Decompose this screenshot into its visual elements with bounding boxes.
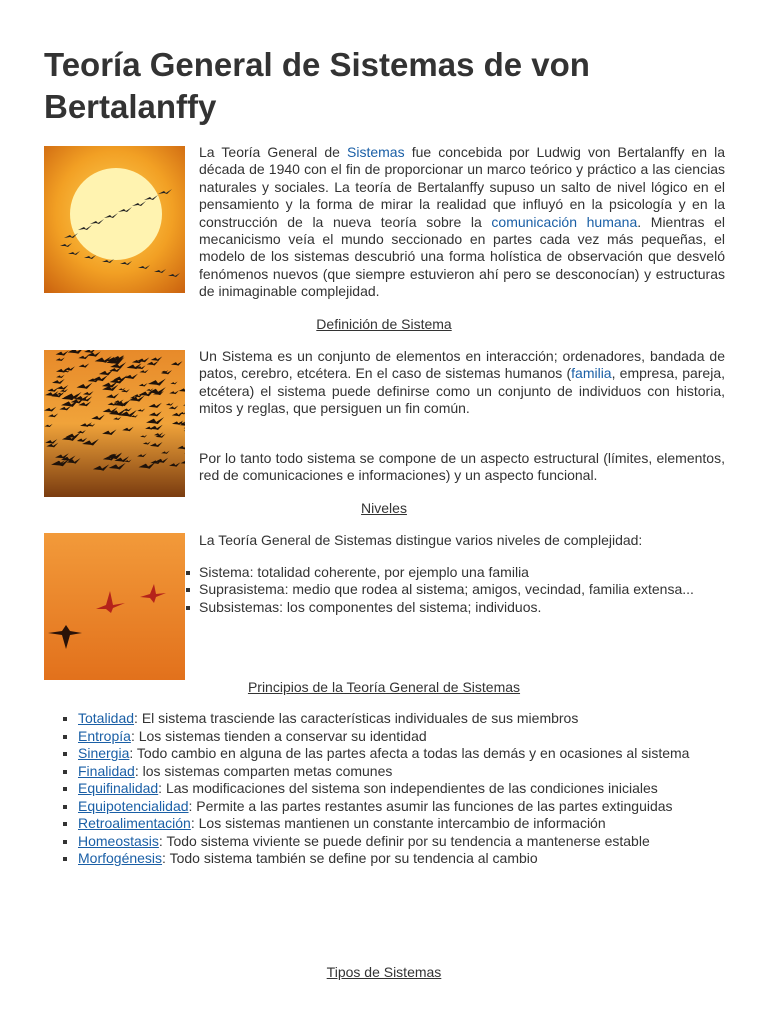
three-birds-image (44, 533, 185, 680)
tipos-heading: Tipos de Sistemas (326, 964, 442, 980)
list-item: Subsistemas: los componentes del sistema; individuos. (199, 599, 725, 616)
comunicacion-humana-link[interactable]: comunicación humana (491, 213, 638, 230)
list-item: Sinergia: Todo cambio en alguna de las partes afecta a todas las demás y en ocasiones al sistema (78, 745, 738, 763)
page-title: Teoría General de Sistemas de von Bertalanffy (44, 46, 590, 125)
bird-flock-illustration (44, 350, 185, 497)
morfogenesis-link[interactable]: Morfogénesis (78, 850, 163, 866)
list-item: Equifinalidad: Las modificaciones del sistema son independientes de las condiciones iniciales (78, 780, 738, 798)
list-item: Retroalimentación: Los sistemas mantienen un constante intercambio de información (78, 815, 738, 833)
list-item: Totalidad: El sistema trasciende las características individuales de sus miembros (78, 710, 738, 728)
list-item: Finalidad: los sistemas comparten metas comunes (78, 763, 738, 781)
sinergia-link[interactable]: Sinergia (78, 745, 130, 761)
niveles-list (199, 564, 725, 616)
list-item: Homeostasis: Todo sistema viviente se puede definir por su tendencia a mantenerse estable (78, 833, 738, 851)
list-item: Morfogénesis: Todo sistema también se define por su tendencia al cambio (78, 850, 738, 868)
equipotencialidad-link[interactable]: Equipotencialidad (78, 797, 189, 814)
totalidad-link[interactable]: Totalidad (78, 710, 135, 726)
definicion-heading: Definición de Sistema (316, 316, 452, 332)
sunset-birds-image (44, 146, 185, 293)
sunset-birds-illustration (44, 146, 185, 293)
list-item: Sistema: totalidad coherente, por ejemplo una familia (199, 564, 725, 581)
homeostasis-link[interactable]: Homeostasis (78, 832, 159, 849)
list-item: Entropía: Los sistemas tienden a conservar su identidad (78, 728, 738, 746)
bird-flock-image (44, 350, 185, 497)
familia-link[interactable]: familia (571, 365, 612, 382)
niveles-intro: La Teoría General de Sistemas distingue varios niveles de complejidad: (199, 532, 643, 548)
three-birds-illustration (44, 533, 185, 680)
equifinalidad-link[interactable]: Equifinalidad (78, 780, 159, 796)
definicion-paragraph-2: Por lo tanto todo sistema se compone de un aspecto estructural (límites, elementos, red de comunicaciones e informaciones) y un aspecto funcional. (199, 450, 725, 484)
entropia-link[interactable]: Entropía (78, 727, 131, 744)
list-item: Equipotencialidad: Permite a las partes restantes asumir las funciones de las partes extinguidas (78, 798, 738, 816)
definicion-paragraph-1: Un Sistema es un conjunto de elementos en interacción; ordenadores, bandada de patos, cerebro, etcétera. En el caso de sistemas humanos (familia, empresa, pareja, etcétera) el sistema puede definirse como un conjunto de individuos con historia, mitos y reglas, que persiguen un fin común. (199, 348, 725, 417)
sistemas-link[interactable]: Sistemas (347, 144, 405, 160)
intro-paragraph: La Teoría General de Sistemas fue concebida por Ludwig von Bertalanffy en la década de 1940 con el fin de proporcionar un marco teórico y práctico a las ciencias naturales y sociales. La teoría de Bertalanffy supuso un salto de nivel lógico en el pensamiento y la forma de mirar la realidad que influyó en la psicología y en la construcción de la nueva teoría sobre la comunicación humana. Mientras el mecanicismo veía el mundo seccionado en partes cada vez más pequeñas, el modelo de los sistemas descubrió una forma holística de observación que desveló fenómenos nuevos (que siempre estuvieron ahí pero se desconocían) y estructuras de inimaginable complejidad. (199, 144, 725, 300)
finalidad-link[interactable]: Finalidad (78, 762, 135, 779)
list-item: Suprasistema: medio que rodea al sistema; amigos, vecindad, familia extensa... (199, 581, 725, 598)
principios-heading: Principios de la Teoría General de Sistemas (247, 679, 521, 695)
retroalimentacion-link[interactable]: Retroalimentación (78, 815, 191, 831)
principios-list (78, 710, 738, 868)
niveles-heading: Niveles (361, 500, 407, 516)
